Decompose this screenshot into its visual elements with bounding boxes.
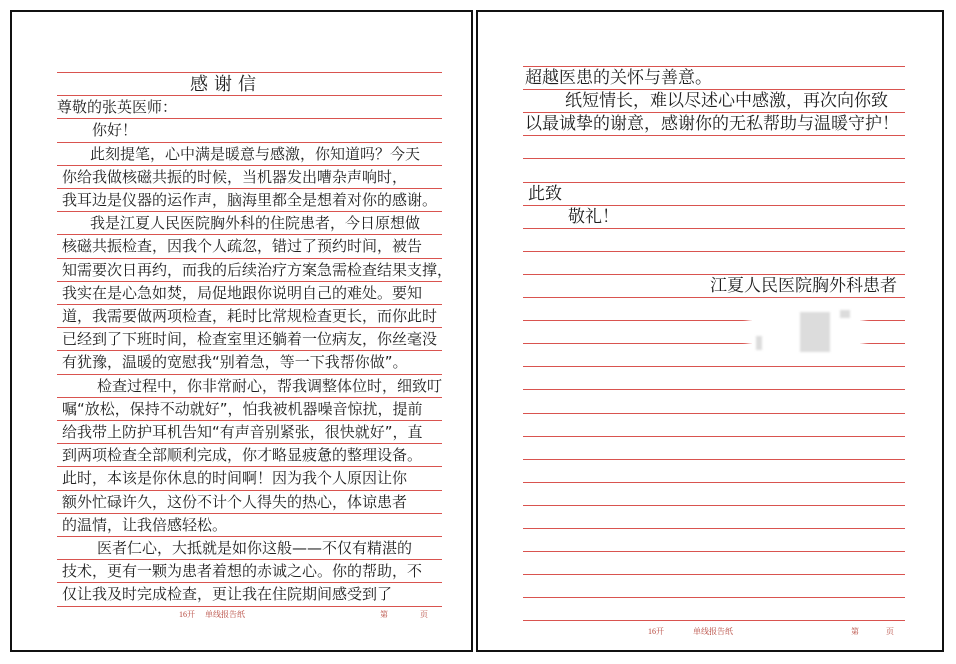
body-line: 道，我需要做两项检查，耗时比常规检查更长，而你此时: [62, 307, 438, 325]
body-line: 嘱“放松，保持不动就好”，怕我被机器噪音惊扰，提前: [62, 399, 423, 418]
body-line: 知需要次日再约，而我的后续治疗方案急需检查结果支撑，: [62, 260, 453, 279]
closing-line: 此致: [528, 183, 562, 204]
ruled-line: [523, 366, 905, 367]
ruled-line: [523, 158, 905, 159]
footer-paper-type: 单线报告纸: [205, 610, 245, 619]
ruled-line: [523, 551, 905, 552]
footer-paper-type: 单线报告纸: [693, 627, 733, 636]
body-line: 的温情，让我倍感轻松。: [62, 515, 228, 534]
footer-paper-size: 16开: [179, 610, 195, 619]
footer-page-label-start: 第: [380, 610, 388, 619]
letter-page-right: [476, 10, 944, 652]
body-line: 技术，更有一颗为患者着想的赤诚之心。你的帮助，不: [62, 562, 423, 581]
letter-title: 感谢信: [190, 74, 262, 95]
body-line: 核磁共振检查，因我个人疏忽，错过了预约时间，被告: [62, 237, 423, 256]
body-line: 额外忙碌许久，这份不计个人得失的热心，体谅患者: [62, 492, 408, 511]
redaction-smudge: [840, 310, 850, 318]
letter-page-left: [10, 10, 473, 652]
body-line: 检查过程中，你非常耐心，帮我调整体位时，细致叮: [97, 376, 443, 395]
body-line: 此时，本该是你休息的时间啊！因为我个人原因让你: [62, 469, 408, 488]
footer-page-label-end: 页: [420, 610, 428, 619]
ruled-line: [523, 436, 905, 437]
body-line: 已经到了下班时间，检查室里还躺着一位病友，你丝毫没: [62, 330, 438, 349]
ruled-line: [523, 413, 905, 414]
body-line: 有犹豫，温暖的宽慰我“别着急，等一下我帮你做”。: [62, 353, 408, 372]
body-line: 仅让我及时完成检查，更让我在住院期间感受到了: [62, 585, 393, 604]
body-line: 纸短情长，难以尽述心中感激，再次向你致: [565, 91, 888, 112]
ruled-line: [523, 528, 905, 529]
ruled-line: [523, 251, 905, 252]
ruled-line: [523, 459, 905, 460]
ruled-line: [523, 620, 905, 621]
redaction-smudge: [800, 312, 830, 352]
body-line: 到两项检查全部顺利完成，你才略显疲惫的整理设备。: [62, 446, 423, 465]
body-line: 我耳边是仪器的运作声，脑海里都全是想着对你的感谢。: [62, 191, 438, 209]
body-line: 我是江夏人民医院胸外科的住院患者，今日原想做: [90, 214, 421, 233]
greeting: 你好！: [92, 121, 138, 140]
body-line: 医者仁心，大抵就是如你这般——不仅有精湛的: [97, 539, 413, 557]
ruled-line: [523, 574, 905, 575]
body-line: 超越医患的关怀与善意。: [525, 68, 712, 88]
ruled-line: [523, 389, 905, 390]
redacted-signature-name: [752, 306, 860, 356]
regards-line: 敬礼！: [568, 206, 619, 227]
body-line: 你给我做核磁共振的时候，当机器发出嘈杂声响时，: [62, 167, 408, 186]
ruled-line: [523, 182, 905, 183]
footer-page-label-end: 页: [886, 627, 894, 636]
footer-page-label-start: 第: [851, 627, 859, 636]
body-line: 给我带上防护耳机告知“有声音别紧张，很快就好”，直: [62, 423, 423, 441]
body-line: 以最诚挚的谢意，感谢你的无私帮助与温暖守护！: [525, 114, 899, 135]
footer-paper-size: 16开: [648, 627, 664, 636]
salutation: 尊敬的张英医师：: [57, 98, 178, 117]
ruled-line: [523, 505, 905, 506]
ruled-line: [523, 482, 905, 483]
body-line: 此刻提笔，心中满是暖意与感激，你知道吗？今天: [90, 144, 421, 163]
signature: 江夏人民医院胸外科患者: [710, 275, 897, 296]
ruled-line: [523, 597, 905, 598]
body-line: 我实在是心急如焚，局促地跟你说明自己的难处。要知: [62, 283, 423, 302]
redaction-smudge: [756, 336, 762, 350]
